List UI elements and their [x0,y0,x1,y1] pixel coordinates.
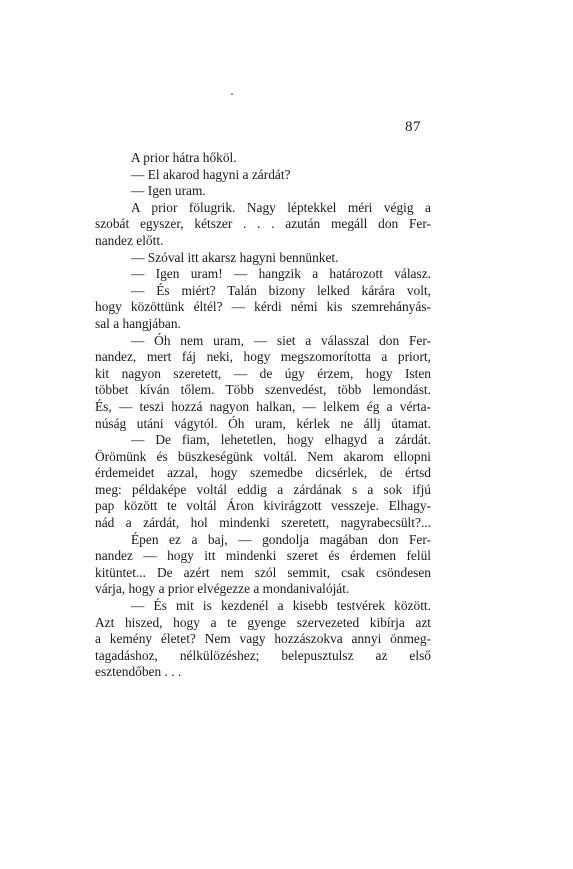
text-line: pap között te voltál Áron kivirágzott vesszeje. Elhagy- [95,498,431,514]
text-line: Azt hiszed, hogy a te gyenge szervezeted kibírja azt [95,614,431,630]
text-line: többet kíván tőlem. Több szenvedést, több lemondást. [95,382,431,398]
text-line: a kemény életet? Nem vagy hozzászokva annyi önmeg- [95,631,431,647]
text-line: nád a zárdát, hol mindenki szeretett, nagyrabecsült?... [95,515,431,531]
text-line: szobát egyszer, kétszer . . . azután megáll don Fer- [95,216,431,232]
text-line: — És mit is kezdenél a kisebb testvérek között. [131,598,431,614]
text-line: nandez — hogy itt mindenki szeret és érdemen felül [95,548,431,564]
text-line: — És miért? Talán bizony lelked kárára volt, [131,282,431,298]
text-line: sal a hangjában. [95,315,181,331]
text-line: — Igen uram. [131,183,206,199]
text-line: várja, hogy a prior elvégezze a mondanivalóját. [95,581,350,597]
text-line: A prior hátra hőköl. [131,150,237,165]
text-line: esztendőben . . . [95,664,182,680]
page-number: 87 [405,119,421,135]
text-line: kit nagyon szeretett, — de úgy érzem, hogy Isten [95,365,431,381]
text-line: meg: példaképe voltál eddig a zárdának s a sok ifjú [95,481,431,497]
text-line: nandez előtt. [95,232,164,248]
text-line: núság utáni vágytól. Óh uram, kérlek ne állj útamat. [95,415,431,431]
text-line: hogy közöttünk éltél? — kérdi némi kis szemrehányás- [95,299,431,315]
text-line: Épen ez a baj, — gondolja magában don Fer- [131,531,431,547]
text-line: — Óh nem uram, — siet a válasszal don Fer- [131,332,431,348]
text-line: érdemeidet azzal, hogy szemedbe dicsérlek, de értsd [95,465,431,481]
text-line: A prior fölugrik. Nagy léptekkel méri végig a [131,199,431,215]
scan-speck [231,93,233,95]
text-line: — Szóval itt akarsz hagyni bennünket. [131,249,339,265]
text-line: És, — teszi hozzá nagyon halkan, — lelkem ég a vérta- [95,398,431,414]
text-line: — El akarod hagyni a zárdát? [131,166,291,182]
text-line: kitüntet... De azért nem szól semmit, csak csöndesen [95,564,431,580]
text-line: Örömünk és büszkeségünk voltál. Nem akarom ellopni [95,448,431,464]
text-line: tagadáshoz, nélkülözéshez; belepusztulsz az első [95,647,431,663]
text-line: — Igen uram! — hangzik a határozott válasz. [131,266,431,282]
body-text [95,150,431,681]
text-line: nandez, mert fáj neki, hogy megszomorította a priort, [95,349,431,365]
text-line: — De fiam, lehetetlen, hogy elhagyd a zárdát. [131,432,431,448]
